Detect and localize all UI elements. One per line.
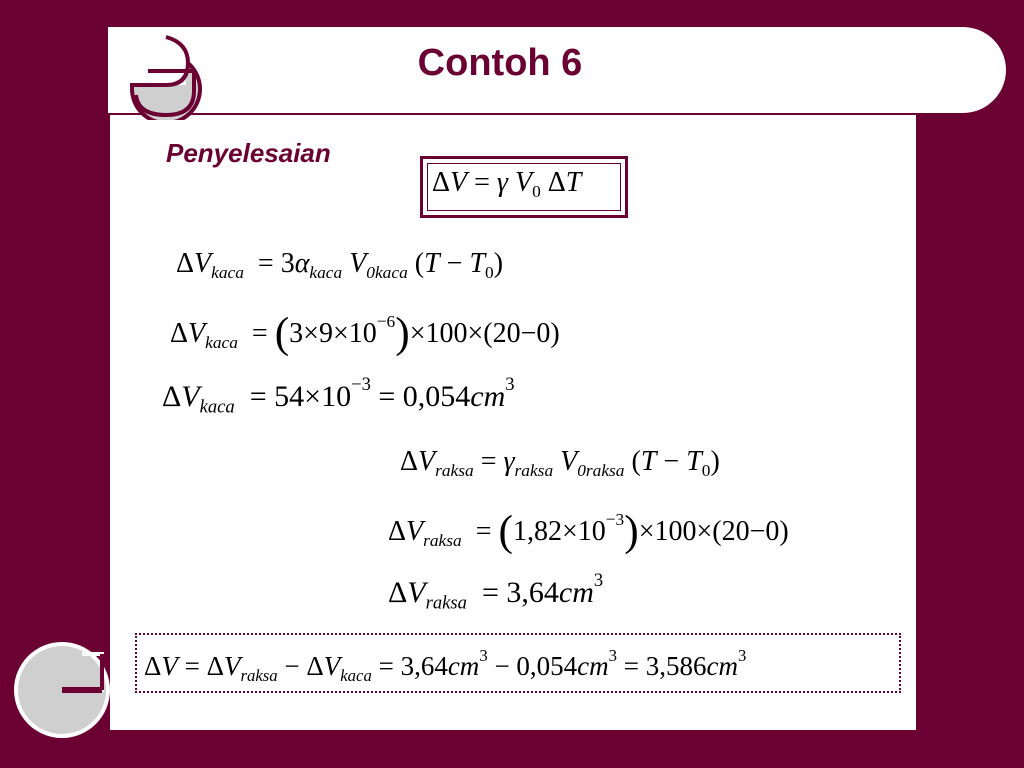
kaca-line-1: $\Delta V_{kaca} = 3\alpha_{kaca}$ $V_{0kaca}$ $(T - T_0)$ xyxy=(176,248,504,283)
raksa-line-3: $\Delta V_{raksa} = 3,64cm^3$ xyxy=(388,570,604,614)
result-formula: $\Delta V = \Delta V_{raksa} - \Delta V_{kaca} = 3,64cm^3 - 0,054cm^3 = 3,586cm^3$ xyxy=(144,646,747,686)
bottom-left-swirl-decoration xyxy=(10,640,110,740)
raksa-line-1: $\Delta V_{raksa} = \gamma_{raksa}$ $V_{0raksa}$ $(T - T_0)$ xyxy=(400,446,720,481)
kaca-line-3: $\Delta V_{kaca} = 54\times 10^{-3} = 0,054cm^3$ xyxy=(162,374,515,418)
kaca-line-2: $\Delta V_{kaca} = (3\times 9\times 10^{-6})\times 100\times(20-0)$ xyxy=(170,308,560,357)
top-left-swirl-decoration xyxy=(118,25,213,120)
raksa-line-2: $\Delta V_{raksa} = (1,82\times 10^{-3})\times 100\times(20-0)$ xyxy=(388,506,789,555)
solution-label: Penyelesaian xyxy=(166,138,331,168)
slide-title: Contoh 6 xyxy=(417,42,583,84)
main-formula: ΔV = γ $V_0$ ΔT xyxy=(432,167,582,202)
